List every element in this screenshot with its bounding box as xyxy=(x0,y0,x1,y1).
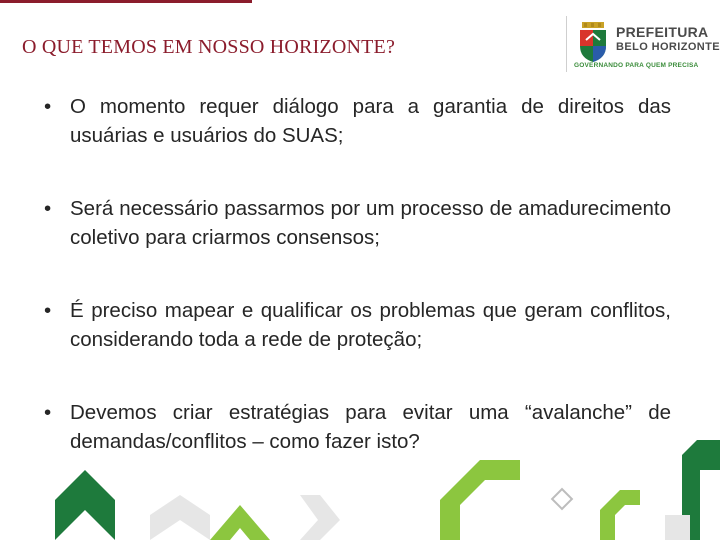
logo-separator xyxy=(566,16,567,72)
bullet-text: Será necessário passarmos por um processo de amadurecimento coletivo para criarmos consensos; xyxy=(70,197,671,249)
city-crest-icon xyxy=(578,22,608,62)
chevron-light-green-shape xyxy=(210,505,270,540)
bullet-item xyxy=(44,398,671,456)
prefeitura-logo xyxy=(566,14,720,74)
bullet-item xyxy=(44,296,671,354)
bullet-text: É preciso mapear e qualificar os problemas que geram conflitos, considerando toda a rede de proteção; xyxy=(70,299,671,351)
logo-line-city: BELO HORIZONTE xyxy=(616,41,720,53)
corner-gray-shape xyxy=(665,515,690,540)
bullet-item xyxy=(44,92,671,150)
arrow-gray-shape xyxy=(300,495,340,540)
bullet-marker: • xyxy=(44,197,52,220)
l-shape-right-dark-green xyxy=(682,440,720,540)
bullet-marker: • xyxy=(44,95,52,118)
slide-title: O QUE TEMOS EM NOSSO HORIZONTE? xyxy=(22,36,396,58)
bullet-list xyxy=(44,92,671,500)
title-underline xyxy=(0,0,252,3)
chevron-gray-shape xyxy=(150,495,210,540)
logo-tagline: GOVERNANDO PARA QUEM PRECISA xyxy=(574,62,699,69)
bullet-item xyxy=(44,194,671,252)
bullet-marker: • xyxy=(44,401,52,424)
logo-line-prefeitura: PREFEITURA xyxy=(616,24,709,40)
bullet-text: Devemos criar estratégias para evitar uma “avalanche” de demandas/conflitos – como fazer isto? xyxy=(70,401,671,453)
bullet-marker: • xyxy=(44,299,52,322)
bullet-text: O momento requer diálogo para a garantia de direitos das usuárias e usuários do SUAS; xyxy=(70,95,671,147)
